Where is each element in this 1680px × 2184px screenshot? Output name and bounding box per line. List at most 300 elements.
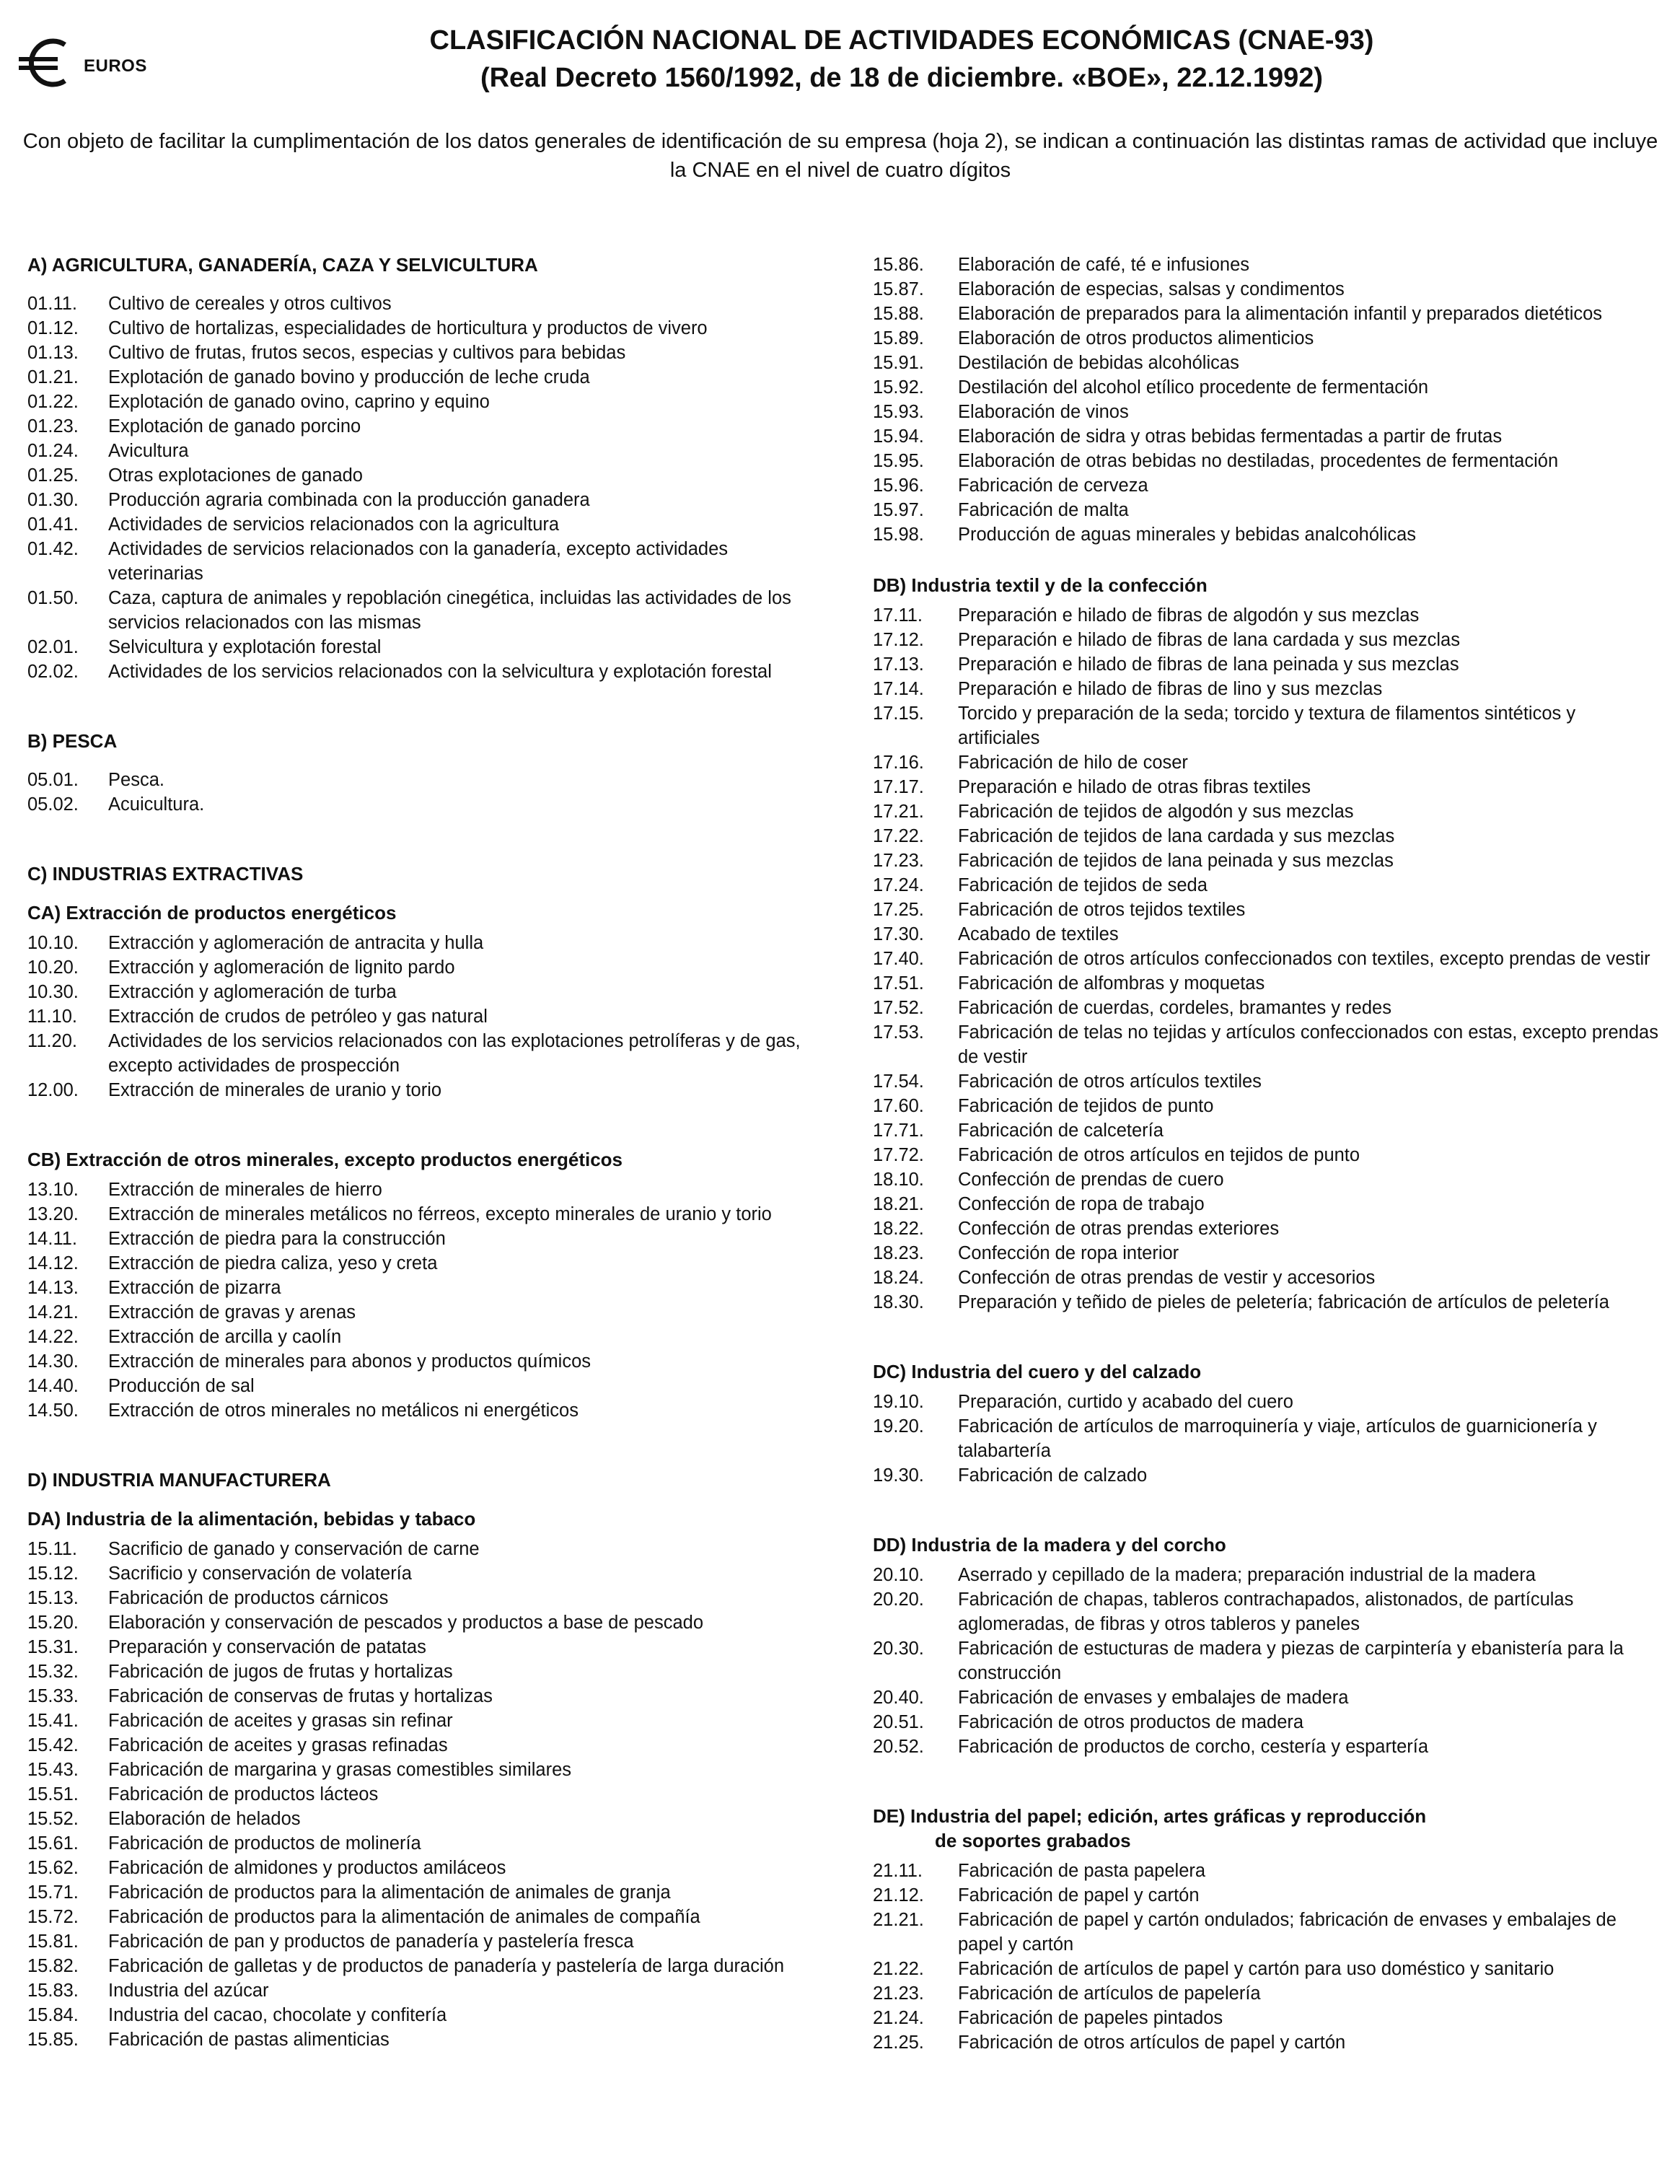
- activity-description: Fabricación de chapas, tableros contrachapados, alistonados, de partículas aglomeradas, de fibras y otros tableros y paneles: [958, 1589, 1574, 1634]
- activity-code: 17.71.: [873, 1120, 924, 1141]
- activity-description: Explotación de ganado bovino y producción de leche cruda: [108, 367, 590, 387]
- subsection-title-cb: CB) Extracción de otros minerales, excepto productos energéticos: [27, 1149, 623, 1170]
- list-item: [873, 1883, 1659, 1908]
- list-item: [873, 1020, 1659, 1069]
- activity-description: Explotación de ganado ovino, caprino y equino: [108, 392, 490, 412]
- activity-code: 15.97.: [873, 500, 924, 520]
- activity-description: Otras explotaciones de ganado: [108, 465, 363, 486]
- activity-code: 01.11.: [27, 294, 78, 314]
- list-item: [873, 1685, 1659, 1710]
- list-item: [27, 955, 821, 980]
- list-item: [27, 635, 821, 659]
- euro-logo: [16, 38, 175, 102]
- list-item: [873, 326, 1659, 351]
- activity-code: 15.89.: [873, 328, 924, 348]
- activity-code: 21.12.: [873, 1885, 924, 1905]
- list-item: [27, 1325, 821, 1349]
- list-item: [873, 1069, 1659, 1094]
- list-item: [873, 1266, 1659, 1290]
- list-item: [27, 1610, 821, 1635]
- activity-code: 02.02.: [27, 662, 79, 682]
- list-item: [873, 277, 1659, 302]
- list-item: [873, 1241, 1659, 1266]
- activity-code: 21.23.: [873, 1983, 924, 2004]
- list-item: [873, 701, 1659, 750]
- activity-description: Fabricación de papeles pintados: [958, 2008, 1223, 2028]
- activity-code: 15.20.: [27, 1613, 79, 1633]
- entry-list-a: [27, 291, 821, 684]
- list-item: [873, 449, 1659, 473]
- activity-code: 15.41.: [27, 1711, 79, 1731]
- activity-description: Confección de prendas de cuero: [958, 1170, 1224, 1190]
- activity-code: 15.96.: [873, 475, 924, 496]
- activity-code: 15.95.: [873, 451, 924, 471]
- list-item: [873, 775, 1659, 799]
- right-column: [873, 253, 1659, 2055]
- list-item: [27, 1561, 821, 1586]
- activity-code: 15.43.: [27, 1760, 79, 1780]
- subsection-title-de-line2: de soportes grabados: [935, 1830, 1131, 1851]
- entry-list-da-part1: [27, 1537, 821, 2052]
- activity-description: Fabricación de jugos de frutas y hortalizas: [108, 1662, 453, 1682]
- list-item: [27, 291, 821, 316]
- activity-description: Extracción de arcilla y caolín: [108, 1327, 342, 1347]
- activity-description: Preparación e hilado de otras fibras textiles: [958, 777, 1311, 797]
- activity-description: Cultivo de hortalizas, especialidades de horticultura y productos de vivero: [108, 318, 708, 338]
- list-item: [27, 1004, 821, 1029]
- activity-code: 01.30.: [27, 490, 79, 510]
- activity-code: 14.11.: [27, 1229, 78, 1249]
- entry-list-cb: [27, 1177, 821, 1423]
- activity-description: Fabricación de hilo de coser: [958, 753, 1188, 773]
- section-title-c: C) INDUSTRIAS EXTRACTIVAS: [27, 863, 304, 885]
- activity-code: 17.16.: [873, 753, 924, 773]
- activity-code: 17.40.: [873, 949, 924, 969]
- activity-code: 01.24.: [27, 441, 79, 461]
- activity-code: 01.42.: [27, 539, 79, 559]
- list-item: [873, 947, 1659, 971]
- subsection-title-de: [873, 1804, 1659, 1853]
- activity-description: Elaboración de café, té e infusiones: [958, 255, 1250, 275]
- list-item: [27, 1251, 821, 1276]
- activity-description: Elaboración de vinos: [958, 402, 1129, 422]
- list-item: [873, 750, 1659, 775]
- activity-code: 18.10.: [873, 1170, 924, 1190]
- list-item: [873, 1414, 1659, 1463]
- list-item: [27, 1929, 821, 1954]
- list-item: [27, 414, 821, 439]
- list-item: [27, 792, 821, 817]
- list-item: [873, 522, 1659, 547]
- list-item: [27, 980, 821, 1004]
- activity-description: Producción de sal: [108, 1376, 255, 1396]
- entry-list-de: [873, 1859, 1659, 2055]
- activity-code: 21.22.: [873, 1959, 924, 1979]
- list-item: [873, 1981, 1659, 2006]
- activity-description: Actividades de servicios relacionados con la ganadería, excepto actividades veterinarias: [108, 539, 729, 584]
- activity-description: Extracción de minerales metálicos no férreos, excepto minerales de uranio y torio: [108, 1204, 772, 1224]
- list-item: [27, 1586, 821, 1610]
- activity-code: 17.23.: [873, 851, 924, 871]
- title-line-1: CLASIFICACIÓN NACIONAL DE ACTIVIDADES ECONÓMICAS (CNAE-93): [429, 25, 1374, 56]
- activity-description: Elaboración de otras bebidas no destiladas, procedentes de fermentación: [958, 451, 1559, 471]
- activity-code: 17.14.: [873, 679, 924, 699]
- activity-code: 05.01.: [27, 770, 79, 790]
- list-item: [27, 1349, 821, 1374]
- activity-description: Preparación y conservación de patatas: [108, 1637, 426, 1657]
- activity-code: 17.51.: [873, 973, 924, 994]
- list-item: [27, 1635, 821, 1659]
- activity-description: Fabricación de pan y productos de panadería y pastelería fresca: [108, 1931, 634, 1952]
- list-item: [27, 1374, 821, 1398]
- activity-description: Extracción de pizarra: [108, 1278, 281, 1298]
- entry-list-da-part2: [873, 253, 1659, 547]
- activity-code: 15.88.: [873, 304, 924, 324]
- activity-description: Extracción y aglomeración de antracita y hulla: [108, 933, 484, 953]
- activity-description: Extracción de minerales para abonos y productos químicos: [108, 1351, 591, 1372]
- activity-description: Fabricación de productos para la alimentación de animales de granja: [108, 1882, 671, 1903]
- activity-description: Acabado de textiles: [958, 924, 1119, 944]
- activity-code: 15.31.: [27, 1637, 79, 1657]
- activity-code: 14.22.: [27, 1327, 79, 1347]
- activity-code: 15.11.: [27, 1539, 78, 1559]
- activity-description: Fabricación de tejidos de lana peinada y sus mezclas: [958, 851, 1394, 871]
- list-item: [873, 652, 1659, 677]
- activity-description: Fabricación de productos para la alimentación de animales de compañía: [108, 1907, 700, 1927]
- activity-description: Fabricación de almidones y productos amiláceos: [108, 1858, 506, 1878]
- list-item: [873, 1167, 1659, 1192]
- list-item: [873, 1735, 1659, 1759]
- activity-description: Fabricación de pasta papelera: [958, 1861, 1206, 1881]
- activity-description: Producción agraria combinada con la producción ganadera: [108, 490, 590, 510]
- list-item: [873, 1216, 1659, 1241]
- activity-code: 17.15.: [873, 703, 924, 724]
- activity-code: 18.24.: [873, 1268, 924, 1288]
- activity-description: Producción de aguas minerales y bebidas analcohólicas: [958, 525, 1417, 545]
- activity-code: 05.02.: [27, 794, 79, 815]
- activity-code: 15.83.: [27, 1981, 79, 2001]
- list-item: [873, 1710, 1659, 1735]
- activity-code: 15.33.: [27, 1686, 79, 1706]
- activity-description: Fabricación de tejidos de seda: [958, 875, 1208, 895]
- list-item: [27, 1227, 821, 1251]
- left-column: [27, 253, 821, 2052]
- activity-description: Fabricación de estucturas de madera y piezas de carpintería y ebanistería para la construcción: [958, 1639, 1624, 1683]
- activity-description: Extracción de gravas y arenas: [108, 1302, 356, 1323]
- activity-description: Fabricación de otros productos de madera: [958, 1712, 1304, 1732]
- list-item: [873, 1390, 1659, 1414]
- activity-code: 17.52.: [873, 998, 924, 1018]
- intro-text: Con objeto de facilitar la cumplimentación de los datos generales de identificación de su empresa (hoja 2), se indican a continuación las distintas ramas de actividad que incluye la CNAE en el nivel de cuatro dígitos: [22, 130, 1658, 182]
- activity-code: 18.22.: [873, 1219, 924, 1239]
- activity-code: 18.23.: [873, 1243, 924, 1263]
- activity-code: 21.24.: [873, 2008, 924, 2028]
- activity-description: Fabricación de artículos de papelería: [958, 1983, 1261, 2004]
- subsection-title-ca: CA) Extracción de productos energéticos: [27, 902, 397, 924]
- activity-description: Pesca.: [108, 770, 164, 790]
- activity-code: 15.94.: [873, 426, 924, 447]
- activity-description: Aserrado y cepillado de la madera; preparación industrial de la madera: [958, 1565, 1536, 1585]
- activity-code: 15.61.: [27, 1833, 79, 1854]
- page-title: [180, 22, 1623, 97]
- list-item: [873, 1463, 1659, 1488]
- list-item: [27, 1709, 821, 1733]
- list-item: [27, 586, 821, 635]
- activity-code: 02.01.: [27, 637, 79, 657]
- activity-code: 17.22.: [873, 826, 924, 846]
- list-item: [873, 2006, 1659, 2030]
- activity-code: 17.13.: [873, 654, 924, 675]
- euro-label: EUROS: [84, 56, 147, 76]
- list-item: [873, 375, 1659, 400]
- list-item: [873, 1563, 1659, 1587]
- list-item: [27, 1078, 821, 1102]
- activity-description: Extracción y aglomeración de lignito pardo: [108, 957, 455, 978]
- activity-description: Fabricación de productos de molinería: [108, 1833, 421, 1854]
- list-item: [27, 1733, 821, 1758]
- activity-description: Fabricación de envases y embalajes de madera: [958, 1688, 1349, 1708]
- activity-description: Fabricación de otros artículos en tejidos de punto: [958, 1145, 1360, 1165]
- activity-code: 14.13.: [27, 1278, 79, 1298]
- subsection-title-dc: DC) Industria del cuero y del calzado: [873, 1361, 1202, 1382]
- list-item: [27, 768, 821, 792]
- activity-description: Fabricación de cuerdas, cordeles, bramantes y redes: [958, 998, 1391, 1018]
- activity-code: 17.30.: [873, 924, 924, 944]
- list-item: [873, 848, 1659, 873]
- activity-code: 10.10.: [27, 933, 79, 953]
- activity-code: 17.25.: [873, 900, 924, 920]
- activity-code: 17.11.: [873, 605, 923, 626]
- list-item: [27, 931, 821, 955]
- activity-code: 14.12.: [27, 1253, 79, 1273]
- list-item: [27, 1856, 821, 1880]
- activity-description: Destilación del alcohol etílico procedente de fermentación: [958, 377, 1429, 398]
- activity-code: 13.20.: [27, 1204, 79, 1224]
- list-item: [873, 996, 1659, 1020]
- activity-code: 20.40.: [873, 1688, 924, 1708]
- entry-list-db: [873, 603, 1659, 1315]
- activity-description: Elaboración de sidra y otras bebidas fermentadas a partir de frutas: [958, 426, 1503, 447]
- activity-code: 15.42.: [27, 1735, 79, 1755]
- activity-description: Preparación e hilado de fibras de lino y sus mezclas: [958, 679, 1383, 699]
- activity-code: 20.10.: [873, 1565, 924, 1585]
- activity-code: 17.54.: [873, 1071, 924, 1092]
- activity-code: 01.13.: [27, 343, 79, 363]
- list-item: [873, 1636, 1659, 1685]
- list-item: [27, 1398, 821, 1423]
- activity-code: 20.51.: [873, 1712, 924, 1732]
- activity-code: 20.52.: [873, 1737, 924, 1757]
- activity-code: 15.84.: [27, 2005, 79, 2025]
- activity-description: Caza, captura de animales y repoblación cinegética, incluidas las actividades de los servicios relacionados con las mismas: [108, 588, 791, 633]
- activity-description: Extracción y aglomeración de turba: [108, 982, 397, 1002]
- activity-code: 14.30.: [27, 1351, 79, 1372]
- activity-code: 19.20.: [873, 1416, 924, 1437]
- activity-description: Fabricación de malta: [958, 500, 1129, 520]
- list-item: [873, 302, 1659, 326]
- section-title-b: B) PESCA: [27, 730, 118, 752]
- list-item: [873, 2030, 1659, 2055]
- list-item: [27, 316, 821, 341]
- activity-description: Confección de otras prendas de vestir y accesorios: [958, 1268, 1376, 1288]
- activity-description: Destilación de bebidas alcohólicas: [958, 353, 1239, 373]
- list-item: [27, 512, 821, 537]
- list-item: [873, 824, 1659, 848]
- activity-code: 01.22.: [27, 392, 79, 412]
- list-item: [27, 1177, 821, 1202]
- list-item: [873, 473, 1659, 498]
- activity-description: Actividades de servicios relacionados con la agricultura: [108, 514, 560, 535]
- activity-description: Actividades de los servicios relacionados con las explotaciones petrolíferas y de gas, excepto actividades de prospección: [108, 1031, 801, 1076]
- activity-description: Fabricación de aceites y grasas sin refinar: [108, 1711, 453, 1731]
- activity-description: Fabricación de calcetería: [958, 1120, 1164, 1141]
- activity-description: Fabricación de pastas alimenticias: [108, 2030, 390, 2050]
- activity-code: 11.20.: [27, 1031, 78, 1051]
- section-title-d: D) INDUSTRIA MANUFACTURERA: [27, 1469, 331, 1491]
- title-line-2: (Real Decreto 1560/1992, de 18 de diciembre. «BOE», 22.12.1992): [480, 63, 1324, 93]
- activity-description: Preparación e hilado de fibras de lana peinada y sus mezclas: [958, 654, 1459, 675]
- list-item: [27, 439, 821, 463]
- list-item: [27, 463, 821, 488]
- list-item: [27, 1880, 821, 1905]
- list-item: [873, 498, 1659, 522]
- activity-description: Fabricación de alfombras y moquetas: [958, 973, 1265, 994]
- activity-description: Fabricación de cerveza: [958, 475, 1148, 496]
- activity-code: 15.87.: [873, 279, 924, 299]
- list-item: [27, 1537, 821, 1561]
- list-item: [27, 1831, 821, 1856]
- activity-description: Cultivo de cereales y otros cultivos: [108, 294, 392, 314]
- activity-description: Fabricación de otros artículos confeccionados con textiles, excepto prendas de vestir: [958, 949, 1650, 969]
- activity-code: 14.21.: [27, 1302, 79, 1323]
- activity-description: Elaboración de helados: [108, 1809, 301, 1829]
- activity-description: Fabricación de margarina y grasas comestibles similares: [108, 1760, 571, 1780]
- list-item: [873, 1192, 1659, 1216]
- activity-code: 19.30.: [873, 1465, 924, 1486]
- list-item: [873, 424, 1659, 449]
- list-item: [27, 659, 821, 684]
- list-item: [873, 1118, 1659, 1143]
- activity-code: 10.30.: [27, 982, 79, 1002]
- activity-description: Fabricación de telas no tejidas y artículos confeccionados con estas, excepto prendas de vestir: [958, 1022, 1658, 1067]
- activity-code: 21.11.: [873, 1861, 923, 1881]
- activity-description: Fabricación de calzado: [958, 1465, 1148, 1486]
- list-item: [873, 1859, 1659, 1883]
- activity-code: 15.12.: [27, 1564, 79, 1584]
- activity-description: Elaboración de preparados para la alimentación infantil y preparados dietéticos: [958, 304, 1603, 324]
- list-item: [27, 390, 821, 414]
- activity-description: Extracción de otros minerales no metálicos ni energéticos: [108, 1400, 579, 1421]
- activity-description: Confección de ropa interior: [958, 1243, 1179, 1263]
- activity-description: Elaboración y conservación de pescados y productos a base de pescado: [108, 1613, 704, 1633]
- activity-code: 15.72.: [27, 1907, 79, 1927]
- activity-description: Preparación y teñido de pieles de peletería; fabricación de artículos de peletería: [958, 1292, 1609, 1312]
- list-item: [27, 341, 821, 365]
- list-item: [873, 1957, 1659, 1981]
- list-item: [27, 1659, 821, 1684]
- activity-code: 15.82.: [27, 1956, 79, 1976]
- activity-description: Fabricación de productos lácteos: [108, 1784, 379, 1804]
- activity-code: 15.98.: [873, 525, 924, 545]
- entry-list-dd: [873, 1563, 1659, 1759]
- activity-code: 13.10.: [27, 1180, 79, 1200]
- activity-code: 01.21.: [27, 367, 79, 387]
- activity-code: 01.12.: [27, 318, 79, 338]
- list-item: [27, 2027, 821, 2052]
- list-item: [873, 1094, 1659, 1118]
- activity-description: Fabricación de papel y cartón: [958, 1885, 1200, 1905]
- activity-code: 17.72.: [873, 1145, 924, 1165]
- activity-description: Avicultura: [108, 441, 189, 461]
- activity-description: Sacrificio y conservación de volatería: [108, 1564, 412, 1584]
- activity-description: Preparación, curtido y acabado del cuero: [958, 1392, 1293, 1412]
- list-item: [27, 537, 821, 586]
- activity-description: Extracción de minerales de uranio y torio: [108, 1080, 442, 1100]
- activity-description: Actividades de los servicios relacionados con la selvicultura y explotación forestal: [108, 662, 772, 682]
- activity-description: Fabricación de productos de corcho, cestería y espartería: [958, 1737, 1429, 1757]
- subsection-title-de-line1: DE) Industria del papel; edición, artes gráficas y reproducción: [873, 1805, 1427, 1827]
- activity-code: 15.86.: [873, 255, 924, 275]
- list-item: [27, 1905, 821, 1929]
- activity-description: Sacrificio de ganado y conservación de carne: [108, 1539, 480, 1559]
- activity-description: Extracción de piedra para la construcción: [108, 1229, 446, 1249]
- activity-description: Fabricación de aceites y grasas refinadas: [108, 1735, 448, 1755]
- activity-code: 15.71.: [27, 1882, 79, 1903]
- activity-code: 01.25.: [27, 465, 79, 486]
- activity-description: Fabricación de conservas de frutas y hortalizas: [108, 1686, 493, 1706]
- activity-description: Fabricación de tejidos de punto: [958, 1096, 1214, 1116]
- list-item: [27, 365, 821, 390]
- activity-code: 17.21.: [873, 802, 924, 822]
- activity-code: 15.32.: [27, 1662, 79, 1682]
- activity-code: 14.40.: [27, 1376, 79, 1396]
- activity-description: Fabricación de artículos de marroquinería y viaje, artículos de guarnicionería y talabartería: [958, 1416, 1597, 1461]
- list-item: [27, 1807, 821, 1831]
- activity-description: Elaboración de especias, salsas y condimentos: [958, 279, 1345, 299]
- activity-code: 15.93.: [873, 402, 924, 422]
- entry-list-dc: [873, 1390, 1659, 1488]
- subsection-title-db: DB) Industria textil y de la confección: [873, 574, 1208, 596]
- activity-code: 21.25.: [873, 2032, 924, 2053]
- activity-description: Fabricación de otros artículos textiles: [958, 1071, 1262, 1092]
- activity-code: 01.23.: [27, 416, 79, 437]
- activity-description: Confección de otras prendas exteriores: [958, 1219, 1280, 1239]
- list-item: [27, 1684, 821, 1709]
- list-item: [27, 2003, 821, 2027]
- list-item: [873, 873, 1659, 898]
- activity-code: 17.53.: [873, 1022, 924, 1043]
- activity-code: 01.50.: [27, 588, 79, 608]
- activity-description: Extracción de piedra caliza, yeso y creta: [108, 1253, 438, 1273]
- activity-code: 15.85.: [27, 2030, 79, 2050]
- activity-code: 14.50.: [27, 1400, 79, 1421]
- activity-description: Acuicultura.: [108, 794, 205, 815]
- activity-code: 17.24.: [873, 875, 924, 895]
- activity-code: 15.92.: [873, 377, 924, 398]
- section-title-a: A) AGRICULTURA, GANADERÍA, CAZA Y SELVICULTURA: [27, 254, 538, 276]
- activity-code: 10.20.: [27, 957, 79, 978]
- list-item: [873, 677, 1659, 701]
- activity-code: 21.21.: [873, 1910, 924, 1930]
- activity-code: 20.30.: [873, 1639, 924, 1659]
- list-item: [873, 400, 1659, 424]
- activity-code: 17.17.: [873, 777, 924, 797]
- list-item: [27, 1300, 821, 1325]
- list-item: [27, 1782, 821, 1807]
- activity-description: Fabricación de tejidos de algodón y sus mezclas: [958, 802, 1354, 822]
- activity-description: Cultivo de frutas, frutos secos, especias y cultivos para bebidas: [108, 343, 626, 363]
- activity-description: Fabricación de otros artículos de papel y cartón: [958, 2032, 1346, 2053]
